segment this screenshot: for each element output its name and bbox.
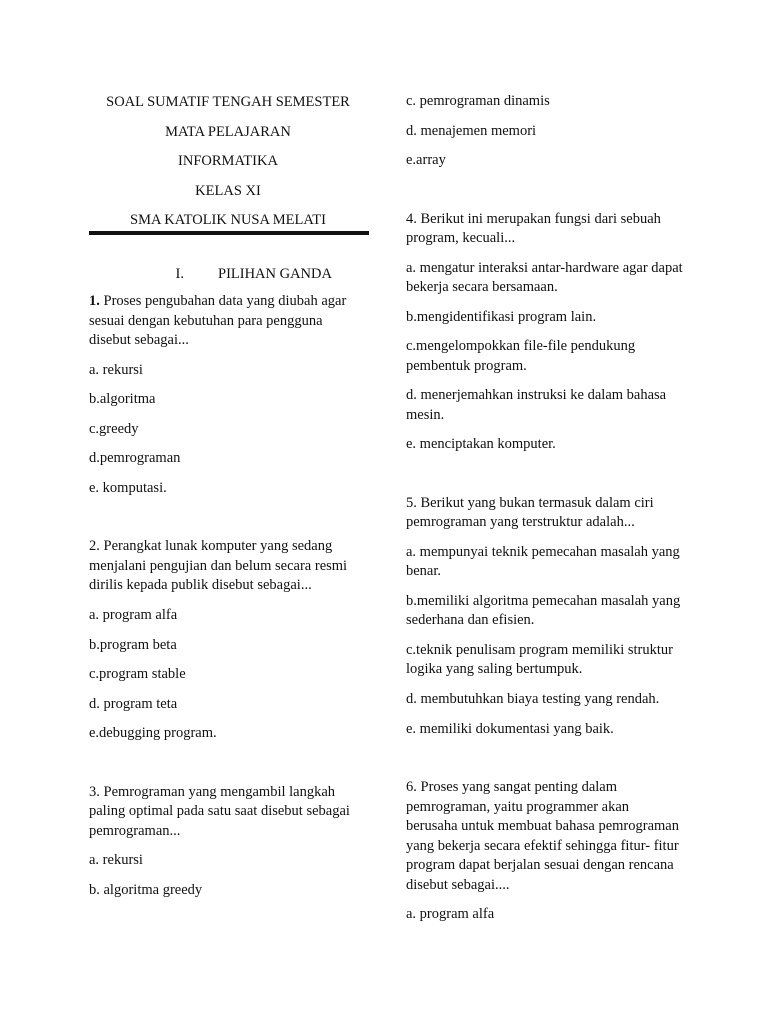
question-text: 3. Pemrograman yang mengambil langkah paling optimal pada satu saat disebut sebagai pemrograman... bbox=[89, 783, 350, 839]
spacer bbox=[89, 508, 367, 537]
section-number: I. bbox=[175, 266, 184, 282]
option-e: e. menciptakan komputer. bbox=[406, 436, 556, 453]
option-e: e. memiliki dokumentasi yang baik. bbox=[406, 720, 614, 737]
option-b: b.memiliki algoritma pemecahan masalah yang sederhana dan efisien. bbox=[406, 592, 681, 629]
option-a: a. program alfa bbox=[406, 906, 495, 923]
spacer bbox=[406, 749, 684, 778]
option-c: c.program stable bbox=[89, 666, 186, 683]
question-3 bbox=[89, 783, 367, 911]
question-6 bbox=[406, 778, 684, 935]
question-4 bbox=[406, 210, 684, 465]
option-a: a. program alfa bbox=[89, 606, 178, 623]
option-b: b. algoritma greedy bbox=[89, 882, 203, 899]
option-a: a. mempunyai teknik pemecahan masalah yang benar. bbox=[406, 543, 680, 580]
option-c: c. pemrograman dinamis bbox=[406, 93, 550, 109]
option-d: d. program teta bbox=[89, 695, 178, 712]
option-d: d.pemrograman bbox=[89, 450, 181, 467]
header-subject: INFORMATIKA bbox=[178, 153, 278, 169]
option-c: c.greedy bbox=[89, 420, 139, 437]
right-column bbox=[406, 92, 684, 935]
header-subject-label: MATA PELAJARAN bbox=[165, 123, 291, 140]
left-column bbox=[89, 92, 367, 911]
option-c: c.mengelompokkan file-file pendukung pembentuk program. bbox=[406, 338, 636, 374]
question-text: 4. Berikut ini merupakan fungsi dari sebuah program, kecuali... bbox=[406, 210, 661, 247]
option-d: d. menajemen memori bbox=[406, 122, 537, 139]
option-e: e.debugging program. bbox=[89, 725, 217, 742]
header-class: KELAS XI bbox=[195, 182, 261, 199]
question-5 bbox=[406, 494, 684, 749]
question-3-continued bbox=[406, 92, 684, 181]
option-c: c.teknik penulisam program memiliki struktur logika yang saling bertumpuk. bbox=[406, 641, 673, 678]
option-e: e.array bbox=[406, 152, 446, 169]
option-b: b.mengidentifikasi program lain. bbox=[406, 308, 597, 325]
header-title: SOAL SUMATIF TENGAH SEMESTER bbox=[106, 94, 350, 110]
header-school: SMA KATOLIK NUSA MELATI bbox=[130, 212, 326, 228]
option-a: a. rekursi bbox=[89, 852, 143, 869]
question-2 bbox=[89, 537, 367, 753]
spacer bbox=[406, 181, 684, 210]
spacer bbox=[406, 465, 684, 494]
option-a: a. rekursi bbox=[89, 361, 143, 378]
document-header bbox=[89, 92, 367, 230]
option-d: d. menerjemahkan instruksi ke dalam bahasa mesin. bbox=[406, 387, 667, 423]
option-b: b.program beta bbox=[89, 636, 177, 653]
question-text: 2. Perangkat lunak komputer yang sedang menjalani pengujian dan belum secara resmi dirilis kepada publik disebut sebagai... bbox=[89, 538, 348, 594]
spacer bbox=[89, 754, 367, 783]
option-a: a. mengatur interaksi antar-hardware agar dapat bekerja secara bersamaan. bbox=[406, 259, 683, 296]
question-text: 5. Berikut yang bukan termasuk dalam ciri pemrograman yang terstruktur adalah... bbox=[406, 494, 654, 531]
question-1 bbox=[89, 292, 367, 508]
section-title: PILIHAN GANDA bbox=[218, 266, 332, 282]
question-number: 1. bbox=[89, 293, 100, 309]
section-heading bbox=[89, 265, 367, 292]
question-text: 1. Proses pengubahan data yang diubah agar sesuai dengan kebutuhan para pengguna disebut sebagai... bbox=[89, 293, 347, 348]
option-d: d. membutuhkan biaya testing yang rendah. bbox=[406, 690, 660, 707]
question-text: 6. Proses yang sangat penting dalam pemrograman, yaitu programmer akan berusaha untuk membuat bahasa pemrograman yang bekerja secara efektif sehingga fitur- fitur program dapat berjalan sesuai dengan rencana disebut sebagai.... bbox=[406, 779, 679, 893]
header-divider bbox=[89, 231, 369, 235]
option-b: b.algoritma bbox=[89, 391, 156, 408]
option-e: e. komputasi. bbox=[89, 479, 167, 496]
